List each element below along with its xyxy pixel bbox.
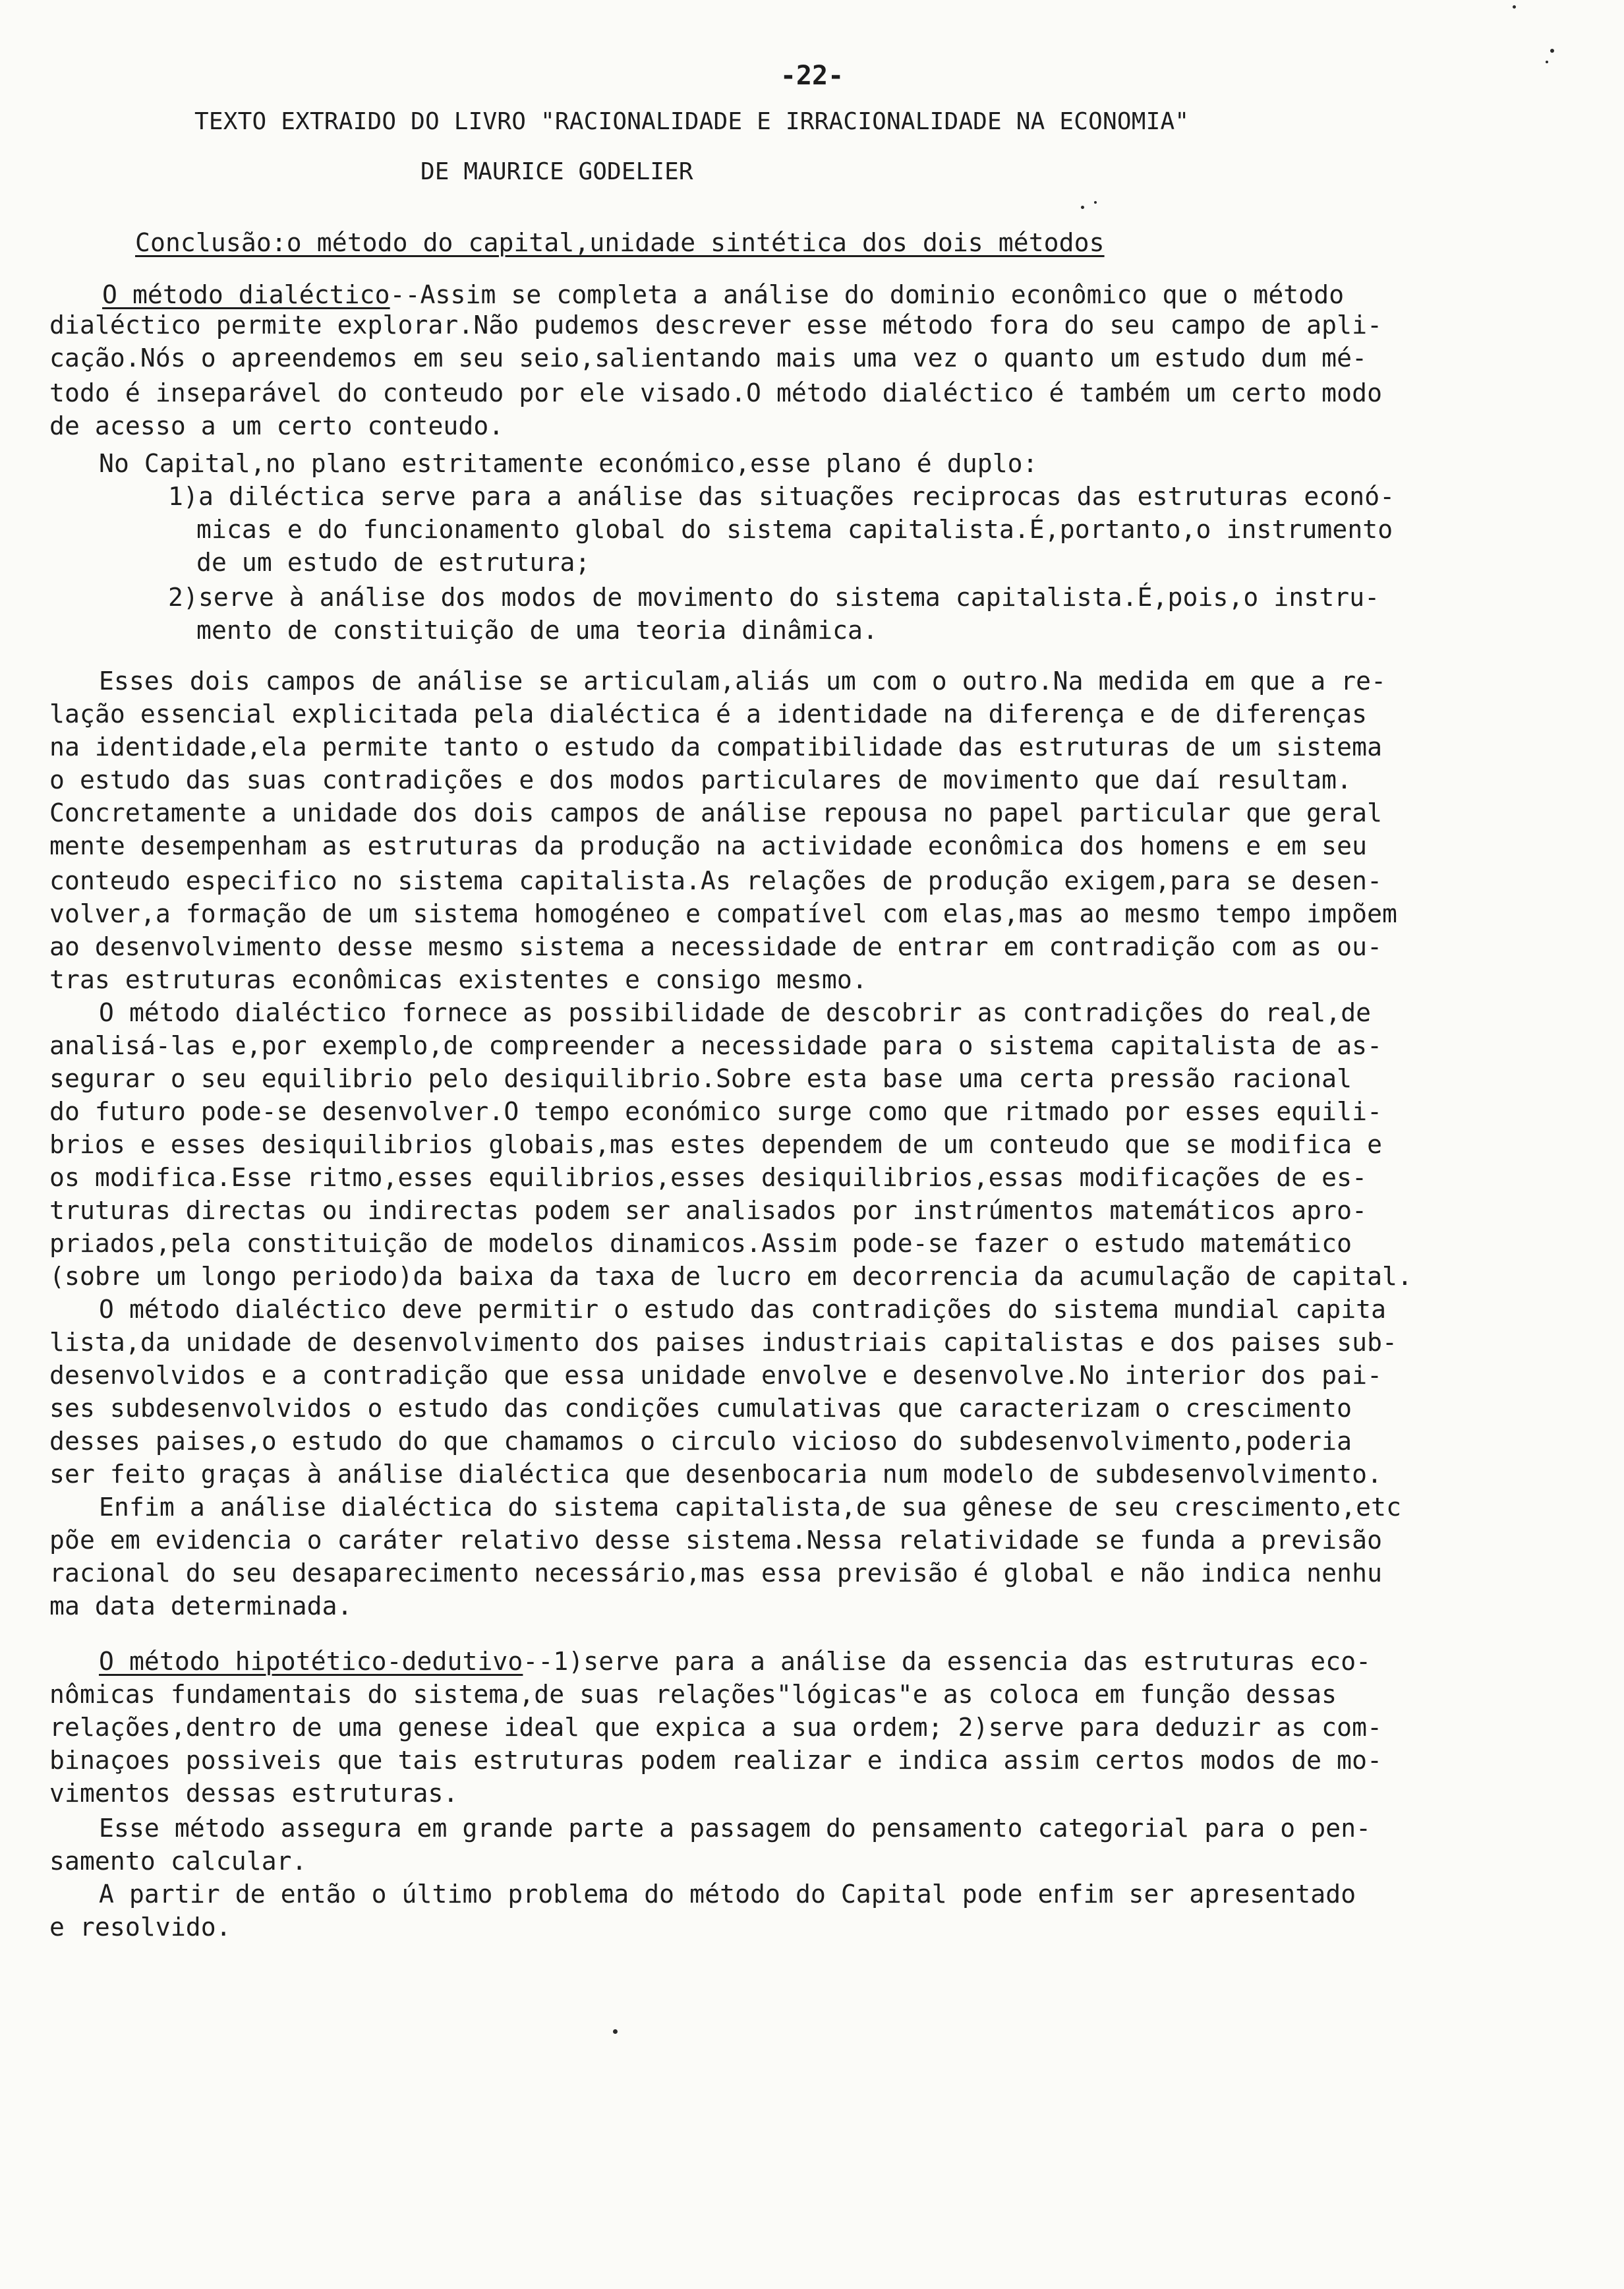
body-line: vimentos dessas estruturas. xyxy=(49,1779,459,1808)
header-line-1: TEXTO EXTRAIDO DO LIVRO "RACIONALIDADE E IRRACIONALIDADE NA ECONOMIA" xyxy=(194,108,1190,135)
body-line: Esse método assegura em grande parte a passagem do pensamento categorial para o pen- xyxy=(99,1814,1372,1843)
body-line: O método dialéctico deve permitir o estudo das contradições do sistema mundial capita xyxy=(99,1295,1387,1324)
body-line: Esses dois campos de análise se articulam,aliás um com o outro.Na medida em que a re- xyxy=(99,667,1387,696)
body-line: 1)a diléctica serve para a análise das situações reciprocas das estruturas econó- xyxy=(168,482,1395,511)
body-line: O método hipotético-dedutivo--1)serve para a análise da essencia das estruturas eco- xyxy=(99,1647,1372,1676)
scan-speck xyxy=(613,2029,618,2034)
body-line: A partir de então o último problema do método do Capital pode enfim ser apresentado xyxy=(99,1880,1356,1909)
body-line: lista,da unidade de desenvolvimento dos paises industriais capitalistas e dos paises sub- xyxy=(49,1328,1398,1357)
scan-speck xyxy=(1094,201,1097,204)
body-line: todo é inseparável do conteudo por ele visado.O método dialéctico é também um certo modo xyxy=(49,378,1383,407)
body-line: samento calcular. xyxy=(49,1847,307,1876)
body-line: volver,a formação de um sistema homogéneo e compatível com elas,mas ao mesmo tempo impõem xyxy=(49,899,1398,928)
body-line: desses paises,o estudo do que chamamos o circulo vicioso do subdesenvolvimento,poderia xyxy=(49,1427,1352,1456)
body-line: relações,dentro de uma genese ideal que expica a sua ordem; 2)serve para deduzir as com- xyxy=(49,1713,1383,1742)
body-line: ser feito graças à análise dialéctica que desenbocaria num modelo de subdesenvolvimento. xyxy=(49,1460,1383,1489)
body-line: de acesso a um certo conteudo. xyxy=(49,411,504,440)
body-line: O método dialéctico--Assim se completa a análise do dominio econômico que o método xyxy=(102,280,1345,309)
body-line: mento de constituição de uma teoria dinâmica. xyxy=(196,616,879,645)
body-line: binaçoes possiveis que tais estruturas podem realizar e indica assim certos modos de mo- xyxy=(49,1746,1383,1775)
body-line: tras estruturas econômicas existentes e consigo mesmo. xyxy=(49,965,867,994)
scan-speck xyxy=(1550,49,1554,53)
body-line: e resolvido. xyxy=(49,1913,231,1942)
header-line-2: DE MAURICE GODELIER xyxy=(420,158,693,185)
body-line: segurar o seu equilibrio pelo desiquilibrio.Sobre esta base uma certa pressão racional xyxy=(49,1064,1352,1093)
section1-label: O método dialéctico xyxy=(102,280,390,309)
body-line: (sobre um longo periodo)da baixa da taxa de lucro em decorrencia da acumulação de capital. xyxy=(49,1262,1413,1291)
body-line: priados,pela constituição de modelos dinamicos.Assim pode-se fazer o estudo matemático xyxy=(49,1229,1352,1258)
body-line: nômicas fundamentais do sistema,de suas relações"lógicas"e as coloca em função dessas xyxy=(49,1680,1337,1709)
section2-label: O método hipotético-dedutivo xyxy=(99,1647,523,1676)
body-line: O método dialéctico fornece as possibilidade de descobrir as contradições do real,de xyxy=(99,998,1372,1027)
body-line: Concretamente a unidade dos dois campos de análise repousa no papel particular que geral xyxy=(49,798,1383,827)
section-heading: Conclusão:o método do capital,unidade sintética dos dois métodos xyxy=(135,228,1105,257)
scan-speck xyxy=(1513,5,1516,9)
body-line: cação.Nós o apreendemos em seu seio,salientando mais uma vez o quanto um estudo dum mé- xyxy=(49,343,1368,372)
body-line: põe em evidencia o caráter relativo desse sistema.Nessa relatividade se funda a previsão xyxy=(49,1526,1383,1555)
body-line: na identidade,ela permite tanto o estudo da compatibilidade das estruturas de um sistema xyxy=(49,732,1383,761)
body-line: conteudo especifico no sistema capitalista.As relações de produção exigem,para se desen- xyxy=(49,866,1383,895)
body-line: analisá-las e,por exemplo,de compreender a necessidade para o sistema capitalista de as- xyxy=(49,1031,1383,1060)
body-line: o estudo das suas contradições e dos modos particulares de movimento que daí resultam. xyxy=(49,765,1352,794)
scan-speck xyxy=(1081,206,1084,209)
body-line: dialéctico permite explorar.Não pudemos descrever esse método fora do seu campo de apli- xyxy=(49,311,1383,340)
page-number: -22- xyxy=(780,61,844,91)
body-line: ao desenvolvimento desse mesmo sistema a necessidade de entrar em contradição com as ou- xyxy=(49,932,1383,961)
body-line: racional do seu desaparecimento necessário,mas essa previsão é global e não indica nenhu xyxy=(49,1559,1383,1588)
body-line: os modifica.Esse ritmo,esses equilibrios,esses desiquilibrios,essas modificações de es- xyxy=(49,1163,1368,1192)
body-line: ses subdesenvolvidos o estudo das condições cumulativas que caracterizam o crescimento xyxy=(49,1394,1352,1423)
body-line: Enfim a análise dialéctica do sistema capitalista,de sua gênese de seu crescimento,etc xyxy=(99,1493,1402,1522)
body-line: mente desempenham as estruturas da produção na actividade econômica dos homens e em seu xyxy=(49,831,1368,860)
body-line: do futuro pode-se desenvolver.O tempo económico surge como que ritmado por esses equili- xyxy=(49,1097,1383,1126)
body-line: desenvolvidos e a contradição que essa unidade envolve e desenvolve.No interior dos pai- xyxy=(49,1361,1383,1390)
body-line: No Capital,no plano estritamente económico,esse plano é duplo: xyxy=(99,449,1038,478)
body-line: truturas directas ou indirectas podem ser analisados por instrúmentos matemáticos apro- xyxy=(49,1196,1368,1225)
body-line: lação essencial explicitada pela dialéctica é a identidade na diferença e de diferenças xyxy=(49,699,1368,728)
body-line: 2)serve à análise dos modos de movimento do sistema capitalista.É,pois,o instru- xyxy=(168,583,1380,612)
body-line: micas e do funcionamento global do sistema capitalista.É,portanto,o instrumento xyxy=(196,515,1393,544)
body-line: ma data determinada. xyxy=(49,1591,353,1620)
body-line: brios e esses desiquilibrios globais,mas estes dependem de um conteudo que se modifica e xyxy=(49,1130,1383,1159)
body-line: de um estudo de estrutura; xyxy=(196,548,591,577)
